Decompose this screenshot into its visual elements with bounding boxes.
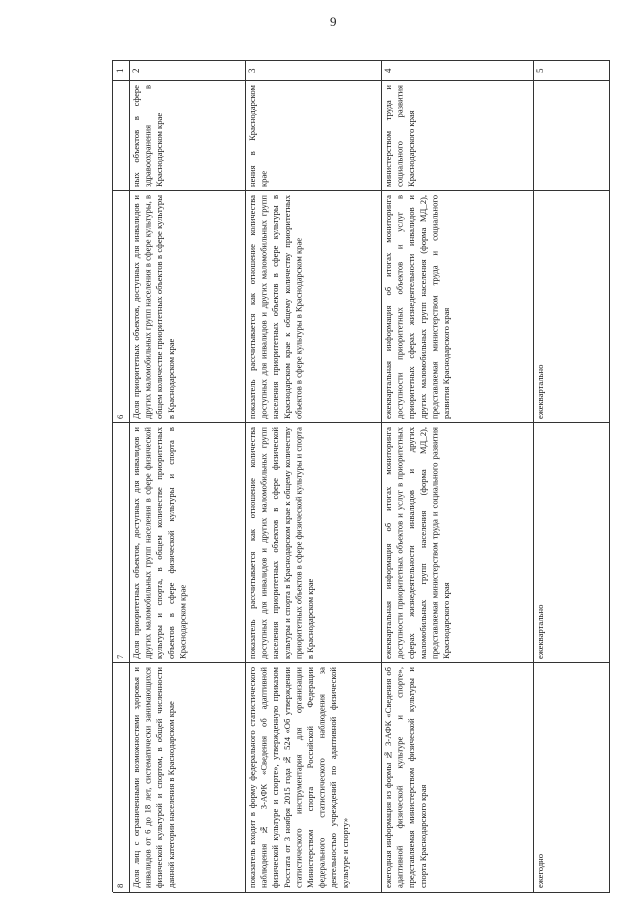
page-number: 9 [330, 14, 337, 29]
data-source: министерством труда и социального развития Краснодарского края [383, 85, 417, 187]
row-number [113, 81, 129, 191]
frequency: ежегодно [535, 853, 545, 888]
table-row [113, 422, 610, 663]
indicator-name: Доля лиц с ограниченными возможностями здоровья и инвалидов от 6 до 18 лет, систематически занимающихся физической культурой и спортом, в общей численности данной категории населения в Краснодарском крае [131, 667, 176, 888]
table-row [113, 80, 610, 191]
header-col-1: 1 [115, 68, 125, 74]
row-number: 6 [115, 414, 125, 419]
calculation-method: показатель входит в форму федерального статистического наблюдения № 3-АФК «Сведения об адаптивной физической культуре и спорте», утвержденную приказом Росстата от 3 ноября 2015 года № 524 «Об утверждении статистического инструментария для организации Министерством спорта Российской Федерации федерального статистического наблюдения за деятельностью учреждений по адаптивной физической культуре и спорту» [247, 667, 350, 888]
header-col-2: 2 [131, 68, 141, 74]
data-source: ежеквартальная информация об итогах мониторинга доступности приоритетных объектов и услуг в приоритетных сферах жизнедеятельности инвалидов и других маломобильных групп населения (форма МД_2), представляемая министерством труда и социального развития Краснодарского края [383, 427, 451, 659]
table-header-row [113, 60, 610, 81]
header-col-5: 5 [535, 68, 545, 74]
frequency: ежеквартально [535, 364, 545, 419]
data-source: ежеквартальная информация об итогах мониторинга доступности приоритетных объектов и услуг в приоритетных сферах жизнедеятельности инвалидов и других маломобильных групп населения (форма МД_2), представляемая министерством труда и социального развития Краснодарского края [383, 195, 451, 419]
table-row [113, 662, 610, 893]
table-row [113, 190, 610, 423]
header-col-3: 3 [247, 68, 257, 74]
row-number: 7 [115, 654, 125, 659]
indicator-table [112, 60, 609, 892]
indicator-name: Доля приоритетных объектов, доступных для инвалидов и других маломобильных групп населения в сфере культуры, в общем количестве приоритетных объектов в сфере культуры в Краснодарском крае [131, 195, 176, 419]
frequency: ежеквартально [535, 604, 545, 659]
indicator-name: Доля приоритетных объектов, доступных для инвалидов и других маломобильных групп населения в сфере физической культуры и спорта, в общем количестве приоритетных объектов в сфере физической культуры и спорта в Краснодарском крае [131, 427, 188, 659]
data-source: ежегодная информация из формы № 3-АФК «Сведения об адаптивной физической культуре и спорте», представляемая министерством физической культуры и спорта Краснодарского края [383, 667, 428, 888]
calculation-method: нения в Краснодарском крае [247, 85, 269, 187]
frequency [533, 81, 609, 191]
header-col-4: 4 [383, 68, 393, 74]
row-number: 8 [115, 883, 125, 888]
indicator-name: ных объектов в сфере здравоохранения в Краснодарском крае [131, 85, 165, 187]
calculation-method: показатель рассчитывается как отношение количества доступных для инвалидов и других маломобильных групп населения приоритетных объектов в сфере физической культуры и спорта в Краснодарском крае к общему количеству приоритетных объектов в сфере физической культуры и спорта в Краснодарском крае [247, 427, 315, 659]
calculation-method: показатель рассчитывается как отношение количества доступных для инвалидов и других маломобильных групп населения приоритетных объектов в сфере культуры в Краснодарском крае к общему количеству приоритетных объектов в сфере культуры в Краснодарском крае [247, 195, 304, 419]
